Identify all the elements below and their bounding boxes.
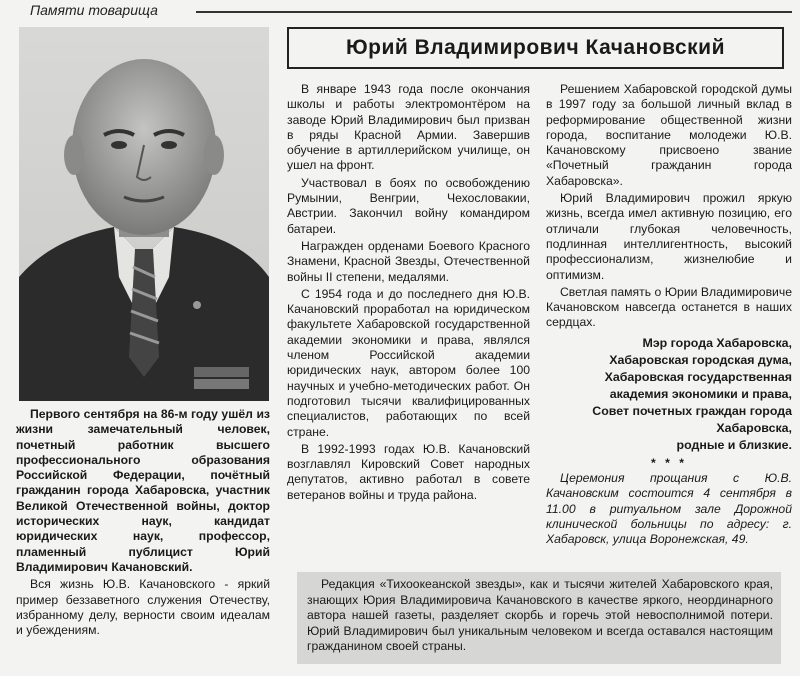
left-column (16, 407, 270, 638)
paragraph: В январе 1943 года после окончания школы и работы электромонтёром на заводе Юрий Владимирович был призван в ряды Красной Армии. Завершив обучение в артиллерийском училище, он ушел на фронт. (287, 82, 530, 173)
paragraph: Награжден орденами Боевого Красного Знамени, Красной Звезды, Отечественной войны II степени, медалями. (287, 238, 530, 284)
signature-line: Хабаровская государственная академия экономики и права, (604, 369, 792, 401)
ceremony-notice: Церемония прощания с Ю.В. Качановским состоится 4 сентября в 11.00 в ритуальном зале Дорожной клинической больницы по адресу: г. Хабаровск, улица Воронежская, 49. (546, 471, 792, 547)
separator-stars: * * * (650, 455, 687, 470)
portrait-photo (19, 27, 269, 401)
paragraph: Участвовал в боях по освобождению Румынии, Венгрии, Чехословакии, Австрии. Закончил войну командиром батареи. (287, 175, 530, 236)
editorial-box (297, 572, 781, 664)
editorial-text: Редакция «Тихоокеанской звезды», как и тысячи жителей Хабаровского края, знающих Юрия Владимировича Качановского в качестве яркого, неординарного автора нашей газеты, разделяет скорбь и горечь этой невосполнимой потери. Юрий Владимирович был уникальным человеком и всегда оставался настоящим гражданином своей страны. (307, 577, 773, 654)
middle-column (287, 82, 530, 503)
article-title: Юрий Владимирович Качановский (287, 27, 784, 69)
paragraph: С 1954 года и до последнего дня Ю.В. Качановский проработал на юридическом факультете Хабаровской государственной академии экономики и права, являлся членом Российской академии юридических наук, автором более 100 научных и учебно-методических работ. Он подготовил тысячи квалифицированных специалистов, работающих по всей стране. (287, 286, 530, 439)
paragraph: Юрий Владимирович прожил яркую жизнь, всегда имел активную позицию, его отличали глубокая человечность, подлинная интеллигентность, высокий профессионализм, жизнелюбие и оптимизм. (546, 191, 792, 282)
signature-line: Мэр города Хабаровска, (642, 335, 792, 350)
signatures (546, 335, 792, 454)
signature-line: Хабаровская городская дума, (609, 352, 792, 367)
paragraph: Светлая память о Юрии Владимировиче Качановском навсегда останется в наших сердцах. (546, 284, 792, 330)
paragraph: В 1992-1993 годах Ю.В. Качановский возглавлял Кировский Совет народных депутатов, активно работал в совете ветеранов войны и труда района. (287, 441, 530, 502)
paragraph: Вся жизнь Ю.В. Качановского - яркий пример беззаветного служения Отечеству, избранному делу, верности своим идеалам и убеждениям. (16, 577, 270, 638)
paragraph: Решением Хабаровской городской думы в 1997 году за большой личный вклад в реформирование общественной жизни города, воспитание молодежи Ю.В. Качановскому присвоено звание «Почетный гражданин города Хабаровска». (546, 82, 792, 188)
portrait-illustration (19, 27, 269, 401)
rubric-rule (196, 11, 792, 13)
signature-line: Совет почетных граждан города Хабаровска, (592, 403, 792, 435)
right-column (546, 82, 792, 548)
signature-line: родные и близкие. (676, 437, 792, 452)
lead-paragraph: Первого сентября на 86-м году ушёл из жизни замечательный человек, почетный работник высшего профессионального образования Российской Федерации, почётный гражданин города Хабаровска, участник Великой Отечественной войны, доктор исторических наук, кандидат юридических наук, профессор, пламенный публицист Юрий Владимирович Качановский. (16, 407, 270, 574)
rubric: Памяти товарища (30, 2, 158, 18)
